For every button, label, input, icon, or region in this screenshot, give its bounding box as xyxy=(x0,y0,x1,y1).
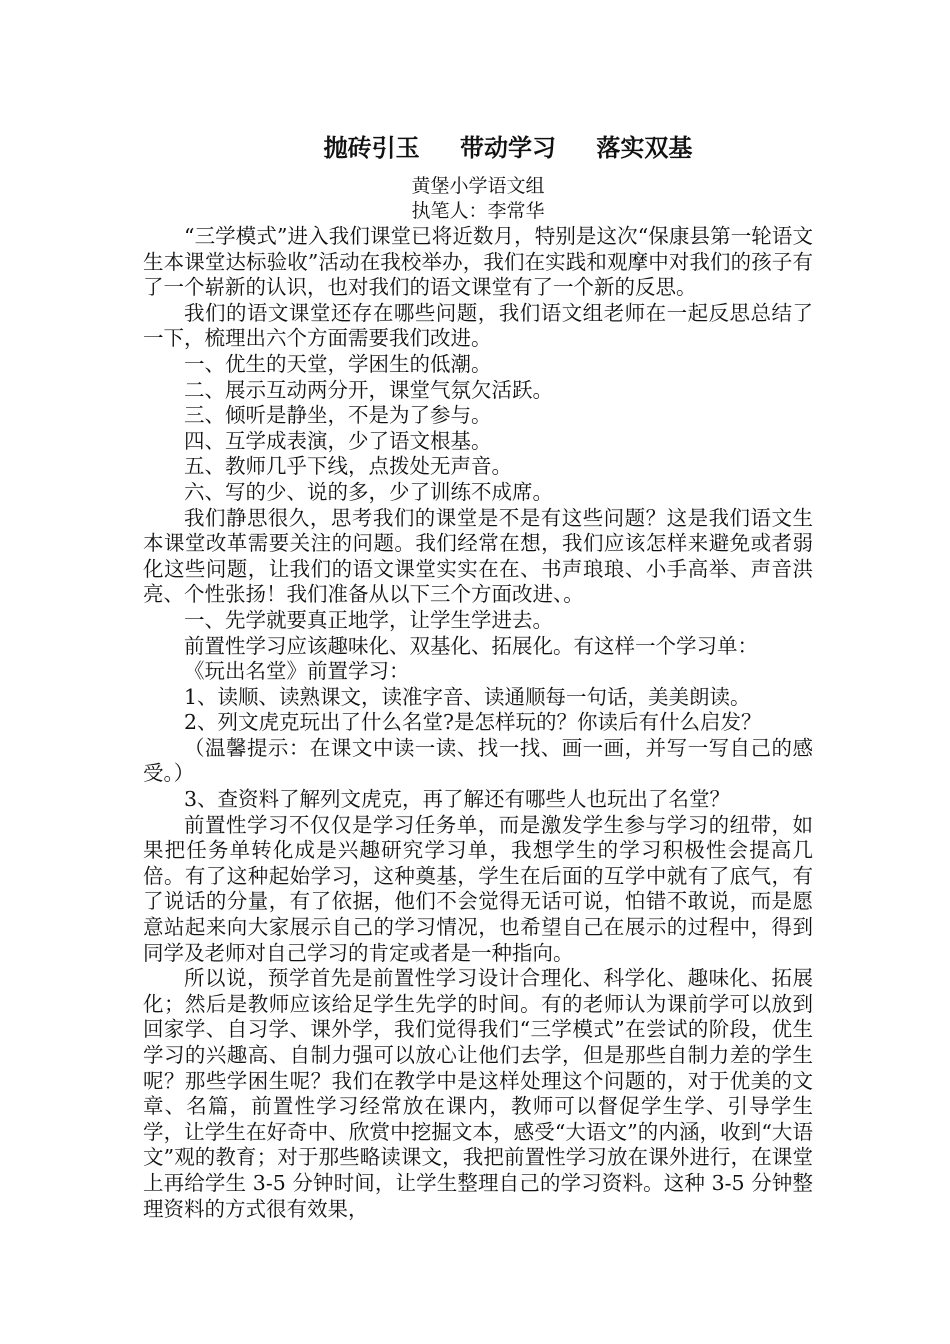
list-item: 一、优生的天堂，学困生的低潮。 xyxy=(184,351,492,376)
section-heading: 一、先学就要真正地学，让学生学进去。 xyxy=(184,607,553,632)
title-part-3: 落实双基 xyxy=(596,134,693,162)
list-item: 二、展示互动两分开，课堂气氛欠活跃。 xyxy=(184,377,553,402)
list-item: 六、写的少、说的多，少了训练不成席。 xyxy=(184,479,553,504)
document-page xyxy=(143,128,813,1222)
paragraph: 我们的语文课堂还存在哪些问题，我们语文组老师在一起反思总结了一下，梳理出六个方面需要我们改进。 xyxy=(143,300,813,351)
document-title xyxy=(143,128,813,168)
list-item: 三、倾听是静坐，不是为了参与。 xyxy=(184,403,492,428)
worksheet-item: 1、读顺、读熟课文，读准字音、读通顺每一句话，美美朗读。 xyxy=(184,684,751,709)
paragraph: 前置性学习不仅仅是学习任务单，而是激发学生参与学习的纽带，如果把任务单转化成是兴趣研究学习单，我想学生的学习积极性会提高几倍。有了这种起始学习，这种奠基，学生在后面的互学中就有了底气，有了说话的分量，有了依据，他们不会觉得无话可说，怕错不敢说，而是愿意站起来向大家展示自己的学习情况，也希望自己在展示的过程中，得到同学及老师对自己学习的肯定或者是一种指向。 xyxy=(143,812,813,965)
author-name: 执笔人：李常华 xyxy=(411,200,545,222)
paragraph: “三学模式”进入我们课堂已将近数月，特别是这次“保康县第一轮语文生本课堂达标验收”活动在我校举办，我们在实践和观摩中对我们的孩子有了一个崭新的认识，也对我们的语文课堂有了一个新的反思。 xyxy=(143,224,813,300)
title-part-2: 带动学习 xyxy=(460,134,556,162)
worksheet-title: 《玩出名堂》前置学习： xyxy=(184,659,410,684)
worksheet-item: 3、查资料了解列文虎克，再了解还有哪些人也玩出了名堂？ xyxy=(184,787,731,812)
paragraph: 我们静思很久，思考我们的课堂是不是有这些问题？这是我们语文生本课堂改革需要关注的问题。我们经常在想，我们应该怎样来避免或者弱化这些问题，让我们的语文课堂实实在在、书声琅琅、小手高举、声音洪亮、个性张扬！我们准备从以下三个方面改进、。 xyxy=(143,505,813,607)
author-group: 黄堡小学语文组 xyxy=(411,175,545,197)
paragraph: 所以说，预学首先是前置性学习设计合理化、科学化、趣味化、拓展化；然后是教师应该给足学生先学的时间。有的老师认为课前学可以放到回家学、自习学、课外学，我们觉得我们“三学模式”在尝试的阶段，优生学习的兴趣高、自制力强可以放心让他们去学，但是那些自制力差的学生呢？那些学困生呢？我们在教学中是这样处理这个问题的，对于优美的文章、名篇，前置性学习经常放在课内，教师可以督促学生学、引导学生学，让学生在好奇中、欣赏中挖掘文本，感受“大语文”的内涵，收到“大语文”观的教育；对于那些略读课文，我把前置性学习放在课外进行，在课堂上再给学生 3-5 分钟时间，让学生整理自己的学习资料。这种 3-5 分钟整理资料的方式很有效果， xyxy=(143,966,813,1221)
worksheet-tip: （温馨提示：在课文中读一读、找一找、画一画，并写一写自己的感受。） xyxy=(143,735,813,786)
list-item: 五、教师几乎下线，点拨处无声音。 xyxy=(184,454,512,479)
title-part-1: 抛砖引玉 xyxy=(323,134,420,162)
worksheet-item: 2、列文虎克玩出了什么名堂?是怎样玩的？你读后有什么启发？ xyxy=(184,710,762,735)
paragraph: 前置性学习应该趣味化、双基化、拓展化。有这样一个学习单： xyxy=(184,633,758,658)
list-item: 四、互学成表演，少了语文根基。 xyxy=(184,428,492,453)
